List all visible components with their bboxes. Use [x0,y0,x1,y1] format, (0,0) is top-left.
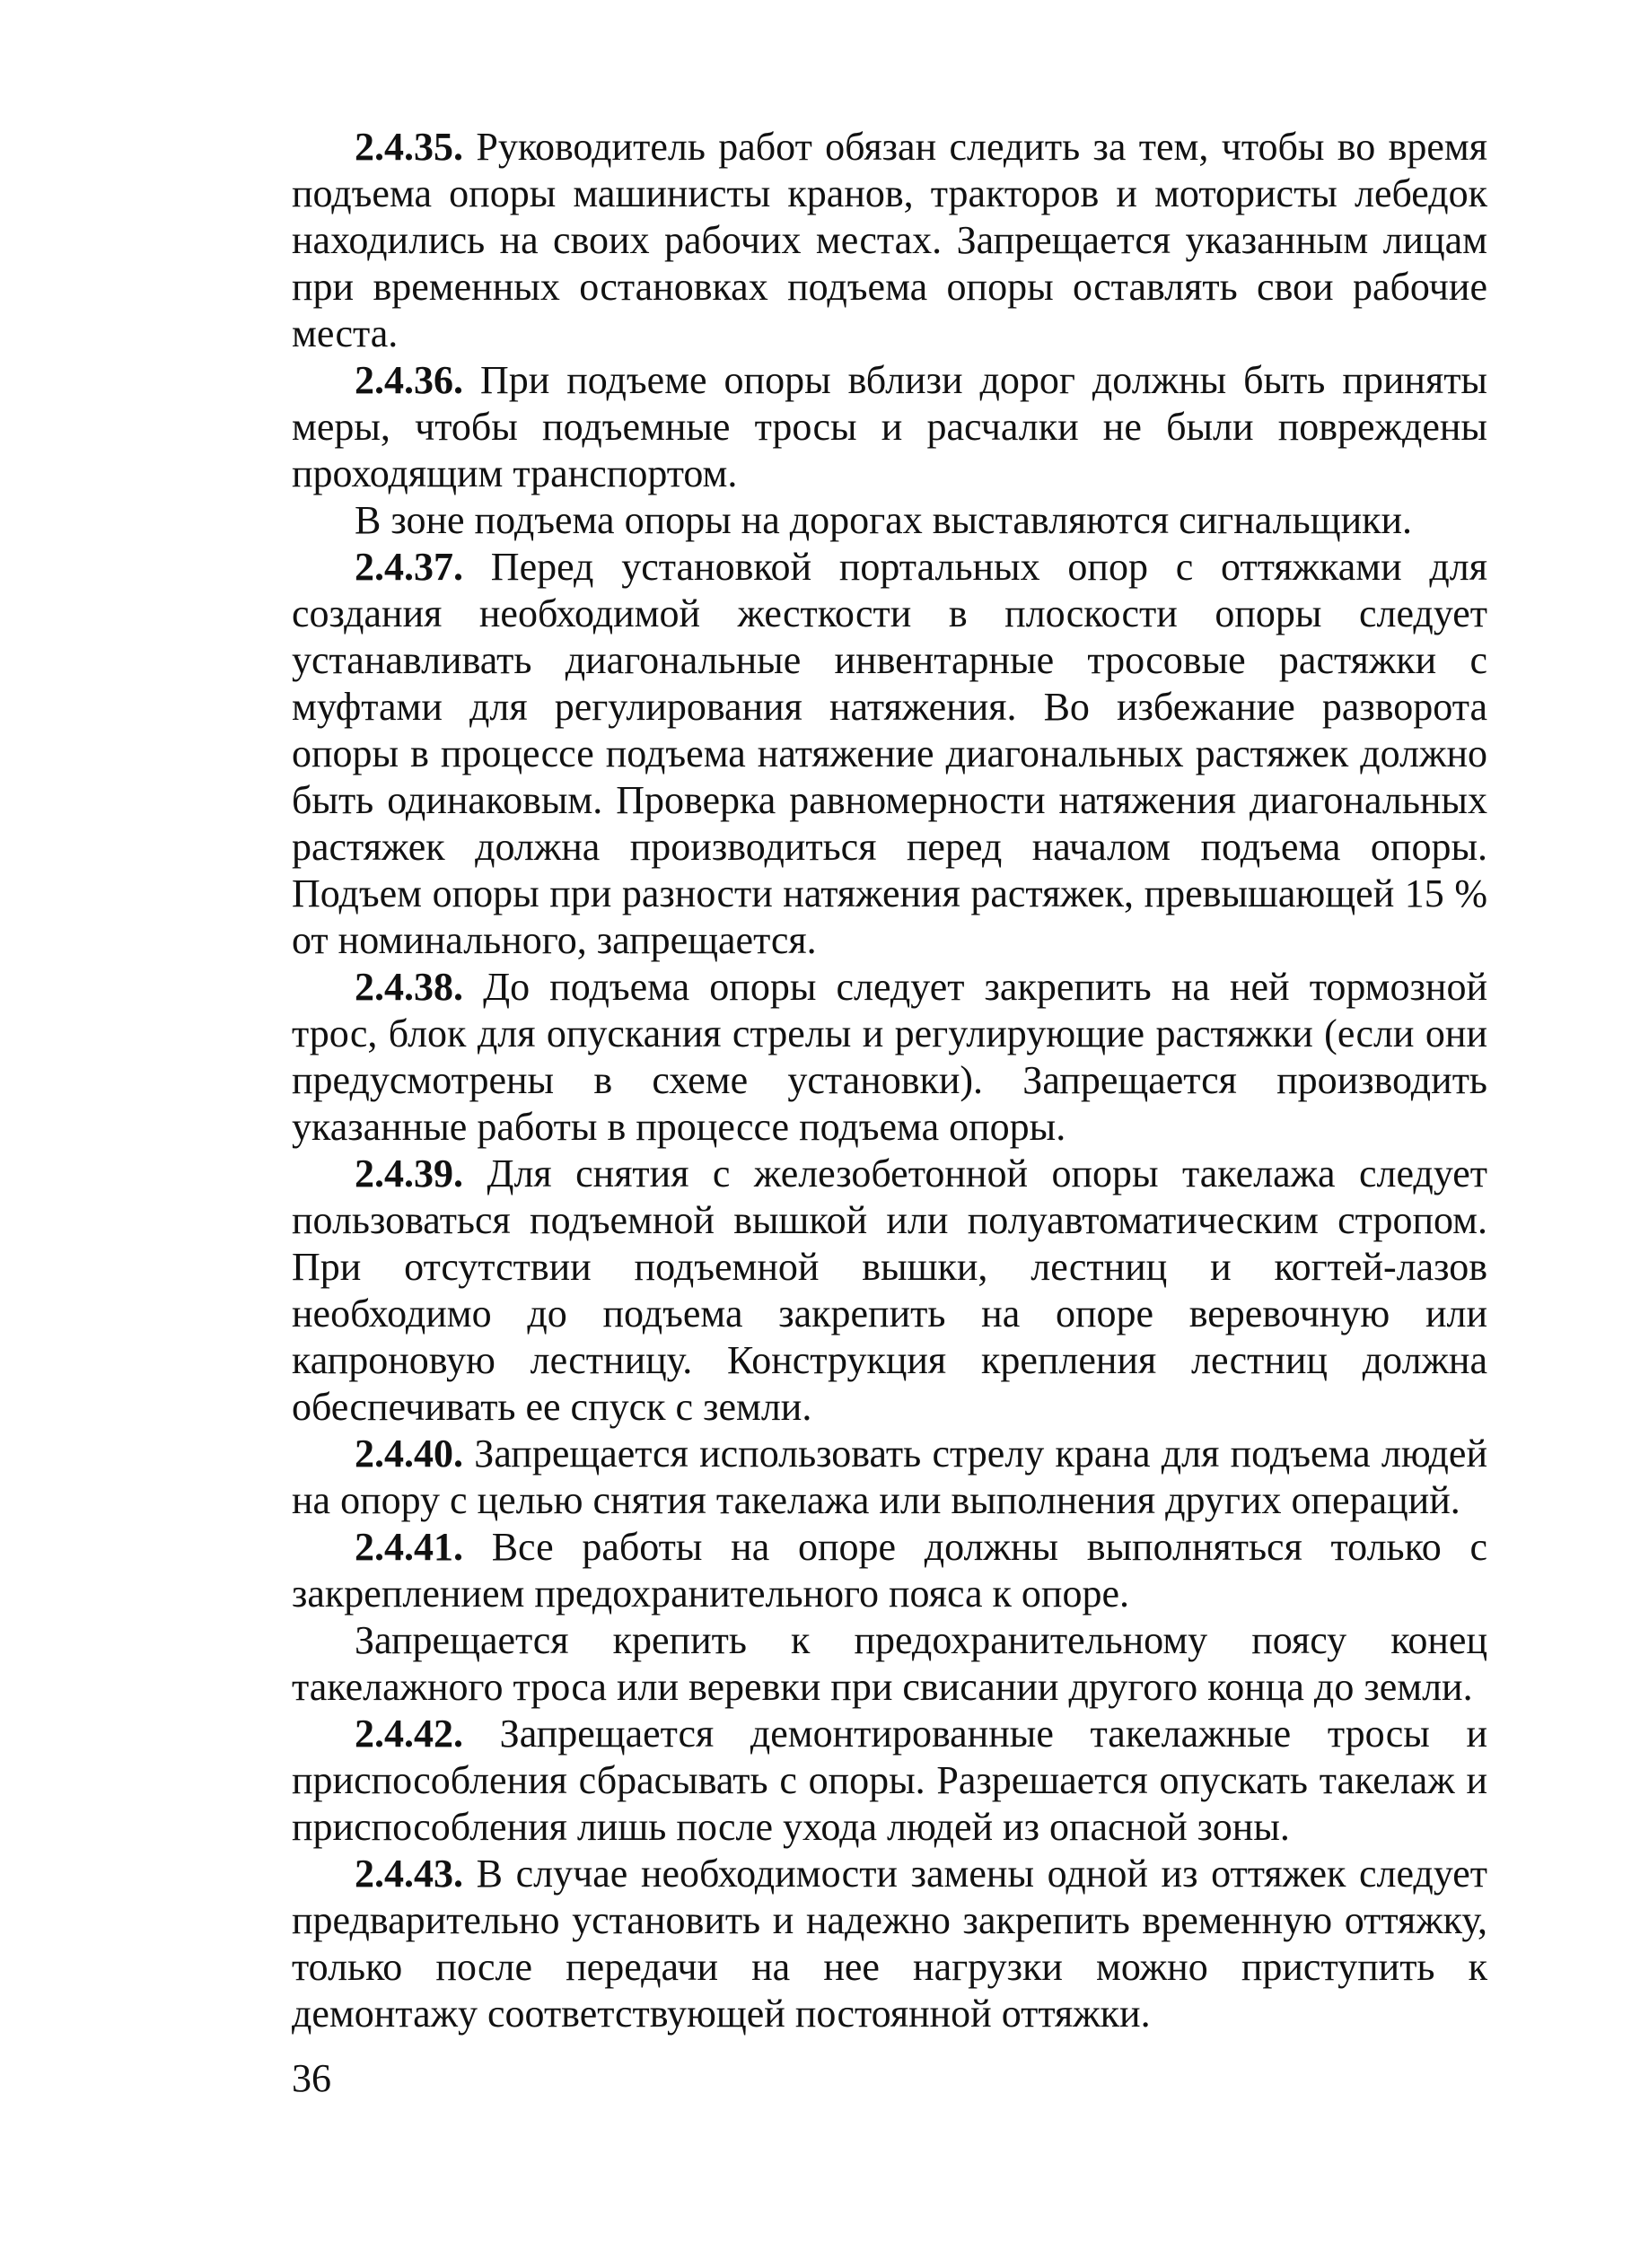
body-text [292,124,1487,2037]
clause-text: Запрещается демонтированные такелажные тросы и приспособления сбрасывать с опоры. Разрешается опускать такелаж и приспособления лишь после ухода людей из опасной зоны. [292,1712,1487,1849]
clause-text: Руководитель работ обязан следить за тем, чтобы во время подъема опоры машинисты кранов, тракторов и мотористы лебедок находились на своих рабочих местах. Запрещается указанным лицам при временных остановках подъема опоры оставлять свои рабочие места. [292,125,1487,355]
clause-text: При подъеме опоры вблизи дорог должны быть приняты меры, чтобы подъемные тросы и расчалки не были повреждены проходящим транспортом. [292,358,1487,495]
clause-text: Для снятия с железобетонной опоры такелажа следует пользоваться подъемной вышкой или полуавтоматическим стропом. При отсутствии подъемной вышки, лестниц и когтей-лазов необходимо до подъема закрепить на опоре веревочную или капроновую лестницу. Конструкция крепления лестниц должна обеспечивать ее спуск с земли. [292,1152,1487,1429]
paragraph-2-4-36 [292,357,1487,497]
clause-number: 2.4.41. [355,1525,463,1569]
clause-text: Все работы на опоре должны выполняться только с закреплением предохранительного пояса к опоре. [292,1525,1487,1616]
paragraph-2-4-41 [292,1524,1487,1617]
page-number: 36 [292,2056,331,2100]
paragraph-2-4-40 [292,1431,1487,1524]
paragraph-safety-belt [292,1617,1487,1711]
clause-number: 2.4.37. [355,545,463,589]
clause-number: 2.4.35. [355,125,463,169]
clause-number: 2.4.40. [355,1432,463,1476]
paragraph-2-4-37 [292,544,1487,964]
clause-text: Запрещается использовать стрелу крана для подъема людей на опору с целью снятия такелажа или выполнения других операций. [292,1432,1487,1522]
paragraph-2-4-42 [292,1711,1487,1851]
paragraph-2-4-43 [292,1851,1487,2037]
clause-text: До подъема опоры следует закрепить на ней тормозной трос, блок для опускания стрелы и регулирующие растяжки (если они предусмотрены в схеме установки). Запрещается производить указанные работы в процессе подъема опоры. [292,965,1487,1149]
clause-text: В зоне подъема опоры на дорогах выставляются сигнальщики. [355,498,1413,542]
clause-number: 2.4.42. [355,1712,463,1756]
clause-text: Запрещается крепить к предохранительному поясу конец такелажного троса или веревки при свисании другого конца до земли. [292,1618,1487,1709]
clause-number: 2.4.43. [355,1852,463,1896]
paragraph-2-4-39 [292,1151,1487,1431]
clause-number: 2.4.36. [355,358,463,402]
paragraph-signalmen [292,497,1487,544]
clause-number: 2.4.38. [355,965,463,1009]
paragraph-2-4-38 [292,964,1487,1151]
clause-number: 2.4.39. [355,1152,463,1195]
clause-text: В случае необходимости замены одной из оттяжек следует предварительно установить и надежно закрепить временную оттяжку, только после передачи на нее нагрузки можно приступить к демонтажу соответствующей постоянной оттяжки. [292,1852,1487,2036]
paragraph-2-4-35 [292,124,1487,357]
clause-text: Перед установкой портальных опор с оттяжками для создания необходимой жесткости в плоскости опоры следует устанавливать диагональные инвентарные тросовые растяжки с муфтами для регулирования натяжения. Во избежание разворота опоры в процессе подъема натяжение диагональных растяжек должно быть одинаковым. Проверка равномерности натяжения диагональных растяжек должна производиться перед началом подъема опоры. Подъем опоры при разности натяжения растяжек, превышающей 15 % от номинального, запрещается. [292,545,1487,962]
